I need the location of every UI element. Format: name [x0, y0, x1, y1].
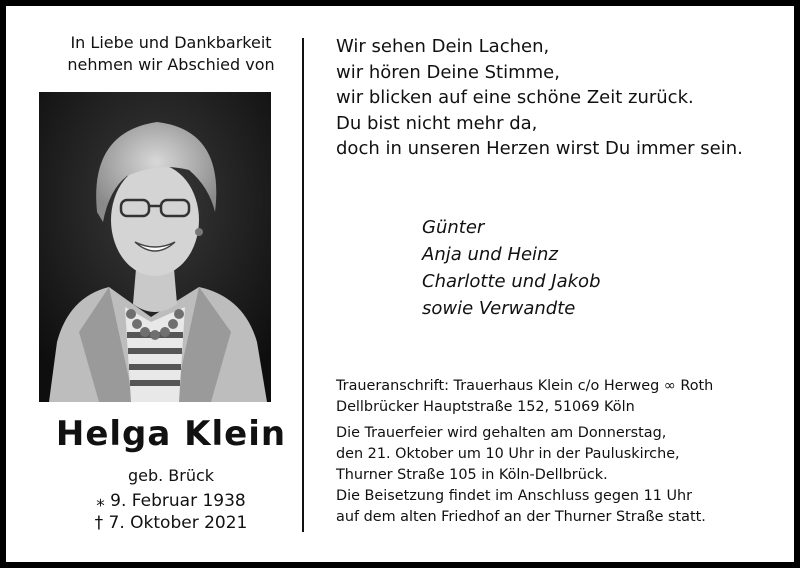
poem	[336, 34, 743, 162]
poem-line: Du bist nicht mehr da,	[336, 112, 538, 134]
life-dates	[26, 490, 316, 534]
address-line: Traueranschrift: Trauerhaus Klein c/o Herweg ∞ Roth	[336, 378, 714, 394]
deceased-name: Helga Klein	[55, 414, 287, 454]
service-line: den 21. Oktober um 10 Uhr in der Pauluskirche,	[336, 446, 680, 462]
birth-date: ⁎ 9. Februar 1938	[96, 491, 246, 511]
service-line: Die Trauerfeier wird gehalten am Donnerstag,	[336, 425, 667, 441]
mourner: Anja und Heinz	[422, 244, 558, 265]
poem-line: wir blicken auf eine schöne Zeit zurück.	[336, 87, 694, 108]
poem-line: doch in unseren Herzen wirst Du immer sein.	[336, 138, 743, 159]
vertical-divider	[302, 38, 304, 532]
funeral-info	[336, 376, 713, 528]
portrait-illustration	[39, 92, 271, 402]
poem-line: wir hören Deine Stimme,	[336, 61, 560, 83]
mourner: Günter	[422, 217, 485, 238]
portrait-photo	[39, 92, 271, 402]
service-line: auf dem alten Friedhof an der Thurner Straße statt.	[336, 509, 706, 525]
address-line: Dellbrücker Hauptstraße 152, 51069 Köln	[336, 399, 635, 415]
maiden-name: geb. Brück	[127, 466, 215, 485]
mourner: Charlotte und Jakob	[422, 271, 601, 292]
intro-line: In Liebe und Dankbarkeit	[70, 33, 272, 52]
intro-line: nehmen wir Abschied von	[67, 55, 275, 74]
service-line: Die Beisetzung findet im Anschluss gegen 11 Uhr	[336, 488, 693, 504]
mourner: sowie Verwandte	[422, 298, 576, 319]
service-line: Thurner Straße 105 in Köln-Dellbrück.	[336, 467, 608, 483]
mourners-list	[422, 214, 601, 322]
death-date: † 7. Oktober 2021	[94, 513, 248, 533]
intro-text	[26, 32, 316, 76]
obituary-card	[6, 6, 794, 562]
poem-line: Wir sehen Dein Lachen,	[336, 36, 550, 57]
